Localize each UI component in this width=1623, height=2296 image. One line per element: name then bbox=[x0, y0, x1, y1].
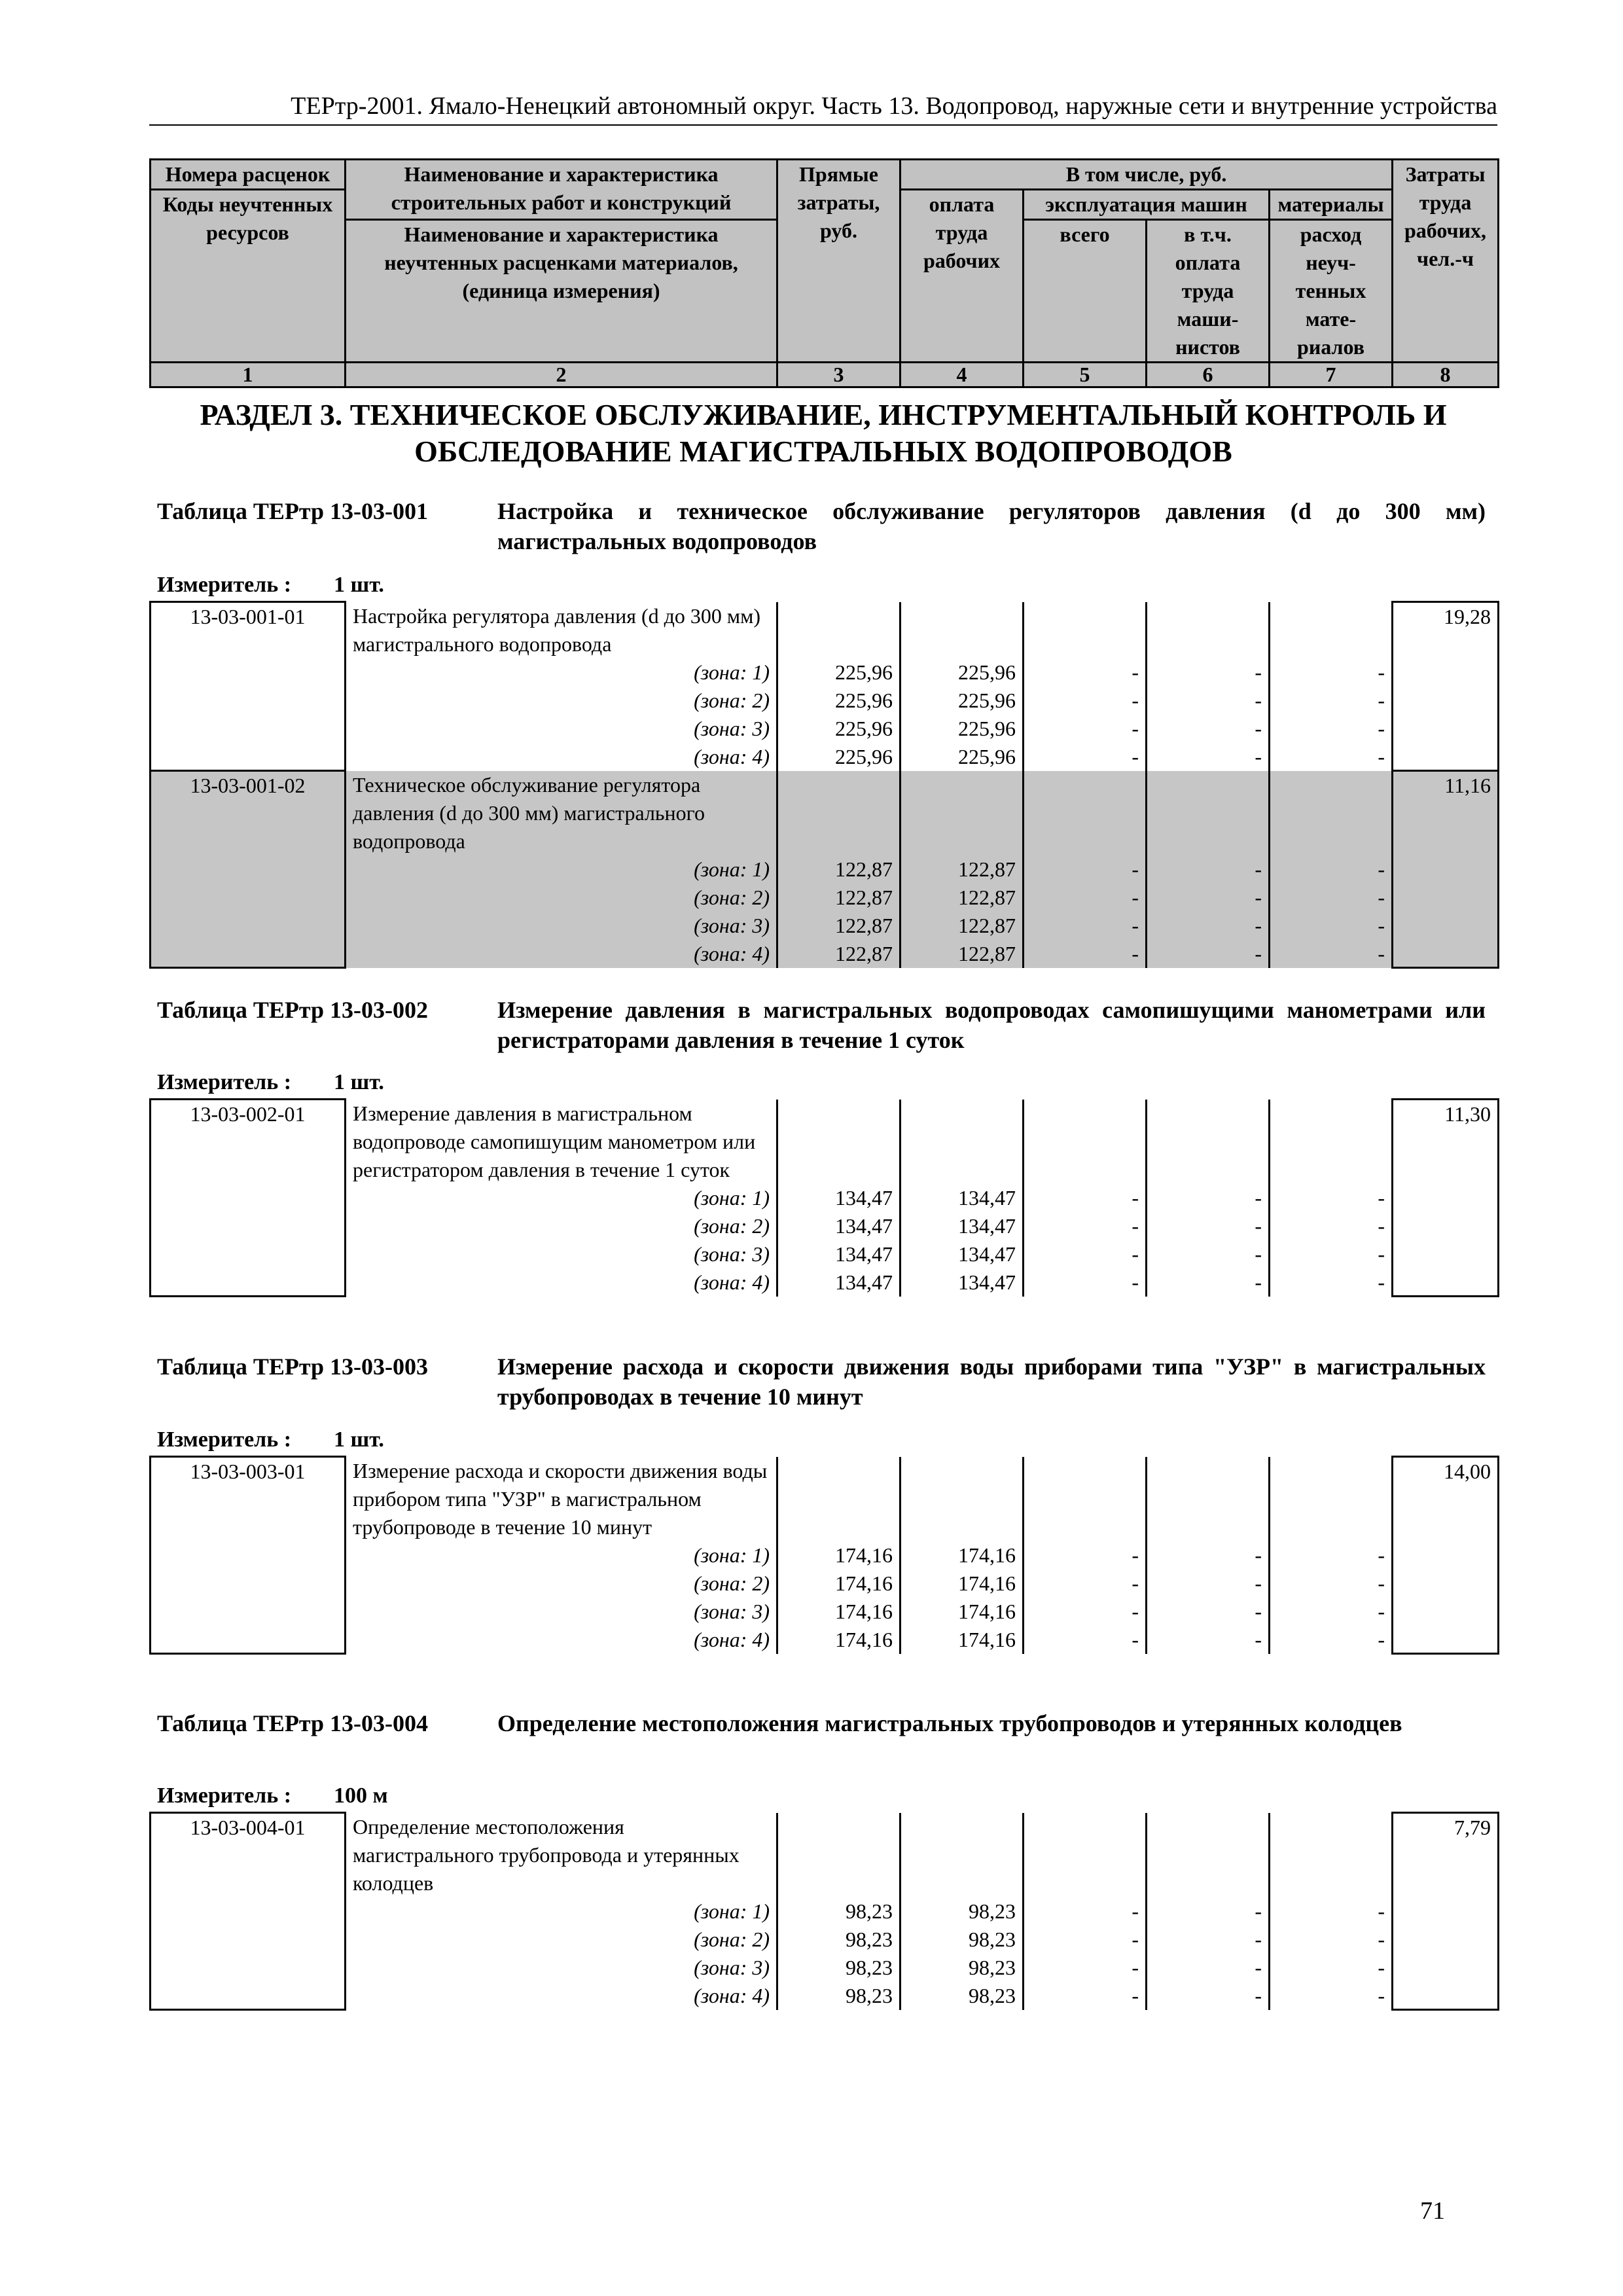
wages-cost: 134,47 bbox=[901, 1268, 1024, 1297]
machinist-wages: - bbox=[1147, 912, 1270, 940]
zone-label: (зона: 4) bbox=[346, 1626, 777, 1654]
labor-hours: 11,30 bbox=[1393, 1100, 1499, 1297]
header-material-name: Наименование и характеристика неучтенных расценками материалов, (единица измерения) bbox=[346, 220, 777, 363]
zone-label: (зона: 3) bbox=[346, 715, 777, 743]
materials: - bbox=[1270, 1240, 1393, 1268]
direct-cost: 134,47 bbox=[777, 1184, 901, 1212]
zone-label: (зона: 3) bbox=[346, 912, 777, 940]
rates-table bbox=[149, 601, 1499, 969]
column-number: 6 bbox=[1147, 363, 1270, 387]
direct-cost: 225,96 bbox=[777, 687, 901, 715]
materials: - bbox=[1270, 1982, 1393, 2010]
measure-line bbox=[157, 1783, 388, 1809]
work-name: Определение местоположения магистрального трубопровода и утерянных колодцев bbox=[346, 1813, 777, 1897]
wages-cost: 225,96 bbox=[901, 658, 1024, 687]
column-header-table bbox=[149, 158, 1499, 388]
direct-cost: 122,87 bbox=[777, 912, 901, 940]
machinist-wages: - bbox=[1147, 1954, 1270, 1982]
wages-cost: 174,16 bbox=[901, 1541, 1024, 1570]
direct-cost: 225,96 bbox=[777, 743, 901, 771]
machines-total: - bbox=[1024, 884, 1147, 912]
column-number: 5 bbox=[1024, 363, 1147, 387]
table-caption bbox=[157, 496, 1486, 556]
section-title: РАЗДЕЛ 3. ТЕХНИЧЕСКОЕ ОБСЛУЖИВАНИЕ, ИНСТРУМЕНТАЛЬНЫЙ КОНТРОЛЬ И ОБСЛЕДОВАНИЕ МАГИСТРАЛЬНЫХ ВОДОПРОВОДОВ bbox=[200, 398, 1447, 468]
rate-entry bbox=[151, 771, 1499, 968]
wages-cost: 134,47 bbox=[901, 1240, 1024, 1268]
zone-label: (зона: 1) bbox=[346, 658, 777, 687]
header-wages: оплата труда рабочих bbox=[901, 190, 1024, 363]
wages-cost: 98,23 bbox=[901, 1982, 1024, 2010]
measure-value: 1 шт. bbox=[334, 573, 384, 597]
machines-total: - bbox=[1024, 940, 1147, 968]
machinist-wages: - bbox=[1147, 1212, 1270, 1240]
table-title: Измерение расхода и скорости движения воды приборами типа "УЗР" в магистральных трубопроводах в течение 10 минут bbox=[497, 1354, 1486, 1410]
wages-cost: 98,23 bbox=[901, 1954, 1024, 1982]
rate-entry bbox=[151, 602, 1499, 771]
header-rate-numbers: Номера расценок bbox=[151, 160, 346, 190]
table-label: Таблица ТЕРтр 13-03-003 bbox=[157, 1354, 429, 1380]
measure-label: Измеритель : bbox=[157, 1070, 292, 1094]
header-machinist-wages: в т.ч. оплата труда маши-нистов bbox=[1147, 220, 1270, 363]
page-number: 71 bbox=[1420, 2197, 1445, 2225]
zone-label: (зона: 2) bbox=[346, 1926, 777, 1954]
zone-label: (зона: 1) bbox=[346, 1541, 777, 1570]
column-number: 1 bbox=[151, 363, 346, 387]
wages-cost: 98,23 bbox=[901, 1926, 1024, 1954]
materials: - bbox=[1270, 687, 1393, 715]
materials: - bbox=[1270, 658, 1393, 687]
work-name: Измерение расхода и скорости движения воды прибором типа "УЗР" в магистральном трубопроводе в течение 10 минут bbox=[346, 1457, 777, 1541]
rate-code: 13-03-003-01 bbox=[151, 1457, 346, 1654]
work-name: Техническое обслуживание регулятора давления (d до 300 мм) магистрального водопровода bbox=[346, 771, 777, 855]
machines-total: - bbox=[1024, 1982, 1147, 2010]
measure-line bbox=[157, 572, 384, 598]
machines-total: - bbox=[1024, 1184, 1147, 1212]
wages-cost: 174,16 bbox=[901, 1570, 1024, 1598]
machines-total: - bbox=[1024, 855, 1147, 884]
measure-line bbox=[157, 1427, 384, 1453]
machines-total: - bbox=[1024, 912, 1147, 940]
direct-cost: 174,16 bbox=[777, 1570, 901, 1598]
wages-cost: 174,16 bbox=[901, 1626, 1024, 1654]
labor-hours: 11,16 bbox=[1393, 771, 1499, 968]
wages-cost: 134,47 bbox=[901, 1212, 1024, 1240]
materials: - bbox=[1270, 715, 1393, 743]
machinist-wages: - bbox=[1147, 1570, 1270, 1598]
direct-cost: 98,23 bbox=[777, 1897, 901, 1926]
header-labor-costs: Затраты труда рабочих, чел.-ч bbox=[1393, 160, 1499, 363]
direct-cost: 134,47 bbox=[777, 1268, 901, 1297]
zone-label: (зона: 1) bbox=[346, 1184, 777, 1212]
rates-table bbox=[149, 1812, 1499, 2011]
zone-label: (зона: 4) bbox=[346, 1268, 777, 1297]
zone-label: (зона: 3) bbox=[346, 1598, 777, 1626]
machinist-wages: - bbox=[1147, 1926, 1270, 1954]
measure-value: 100 м bbox=[334, 1784, 388, 1808]
machines-total: - bbox=[1024, 1268, 1147, 1297]
direct-cost: 225,96 bbox=[777, 658, 901, 687]
materials: - bbox=[1270, 1570, 1393, 1598]
zone-label: (зона: 4) bbox=[346, 940, 777, 968]
direct-cost: 134,47 bbox=[777, 1240, 901, 1268]
machines-total: - bbox=[1024, 1570, 1147, 1598]
wages-cost: 225,96 bbox=[901, 743, 1024, 771]
machinist-wages: - bbox=[1147, 715, 1270, 743]
column-number: 2 bbox=[346, 363, 777, 387]
machinist-wages: - bbox=[1147, 1897, 1270, 1926]
wages-cost: 122,87 bbox=[901, 884, 1024, 912]
rate-entry bbox=[151, 1813, 1499, 2010]
rate-code: 13-03-001-02 bbox=[151, 771, 346, 968]
rate-code: 13-03-001-01 bbox=[151, 602, 346, 771]
direct-cost: 122,87 bbox=[777, 940, 901, 968]
zone-label: (зона: 3) bbox=[346, 1240, 777, 1268]
header-machines: эксплуатация машин bbox=[1024, 190, 1270, 220]
zone-label: (зона: 2) bbox=[346, 884, 777, 912]
machinist-wages: - bbox=[1147, 1184, 1270, 1212]
direct-cost: 122,87 bbox=[777, 884, 901, 912]
materials: - bbox=[1270, 940, 1393, 968]
work-name: Настройка регулятора давления (d до 300 мм) магистрального водопровода bbox=[346, 602, 777, 658]
running-title: ТЕРтр-2001. Ямало-Ненецкий автономный округ. Часть 13. Водопровод, наружные сети и внутренние устройства bbox=[149, 92, 1497, 126]
materials: - bbox=[1270, 1268, 1393, 1297]
wages-cost: 98,23 bbox=[901, 1897, 1024, 1926]
zone-label: (зона: 1) bbox=[346, 855, 777, 884]
measure-label: Измеритель : bbox=[157, 573, 292, 597]
measure-label: Измеритель : bbox=[157, 1784, 292, 1808]
wages-cost: 122,87 bbox=[901, 940, 1024, 968]
materials: - bbox=[1270, 1897, 1393, 1926]
machinist-wages: - bbox=[1147, 1598, 1270, 1626]
direct-cost: 122,87 bbox=[777, 855, 901, 884]
machines-total: - bbox=[1024, 1212, 1147, 1240]
materials: - bbox=[1270, 1954, 1393, 1982]
header-including: В том числе, руб. bbox=[901, 160, 1393, 190]
machines-total: - bbox=[1024, 1626, 1147, 1654]
direct-cost: 98,23 bbox=[777, 1954, 901, 1982]
materials: - bbox=[1270, 743, 1393, 771]
labor-hours: 14,00 bbox=[1393, 1457, 1499, 1654]
table-caption bbox=[157, 995, 1486, 1055]
materials: - bbox=[1270, 1541, 1393, 1570]
header-work-name: Наименование и характеристика строительных работ и конструкций bbox=[346, 160, 777, 220]
header-resource-codes: Коды неучтенных ресурсов bbox=[151, 190, 346, 363]
zone-label: (зона: 4) bbox=[346, 1982, 777, 2010]
direct-cost: 225,96 bbox=[777, 715, 901, 743]
measure-label: Измеритель : bbox=[157, 1427, 292, 1452]
zone-label: (зона: 2) bbox=[346, 687, 777, 715]
direct-cost: 134,47 bbox=[777, 1212, 901, 1240]
materials: - bbox=[1270, 1626, 1393, 1654]
rate-code: 13-03-004-01 bbox=[151, 1813, 346, 2010]
wages-cost: 174,16 bbox=[901, 1598, 1024, 1626]
measure-value: 1 шт. bbox=[334, 1070, 384, 1094]
machines-total: - bbox=[1024, 743, 1147, 771]
column-number: 4 bbox=[901, 363, 1024, 387]
header-direct-costs: Прямые затраты, руб. bbox=[777, 160, 901, 363]
header-material-consumption: расход неуч-тенных мате-риалов bbox=[1270, 220, 1393, 363]
work-name: Измерение давления в магистральном водопроводе самопишущим манометром или регистратором давления в течение 1 суток bbox=[346, 1100, 777, 1184]
machinist-wages: - bbox=[1147, 658, 1270, 687]
machinist-wages: - bbox=[1147, 687, 1270, 715]
machines-total: - bbox=[1024, 1926, 1147, 1954]
table-title: Измерение давления в магистральных водопроводах самопишущими манометрами или регистраторами давления в течение 1 суток bbox=[497, 997, 1486, 1053]
table-caption bbox=[157, 1352, 1486, 1412]
machines-total: - bbox=[1024, 658, 1147, 687]
machines-total: - bbox=[1024, 687, 1147, 715]
rates-table bbox=[149, 1456, 1499, 1655]
column-number: 7 bbox=[1270, 363, 1393, 387]
materials: - bbox=[1270, 1598, 1393, 1626]
materials: - bbox=[1270, 884, 1393, 912]
rate-entry bbox=[151, 1457, 1499, 1654]
materials: - bbox=[1270, 1926, 1393, 1954]
header-machines-total: всего bbox=[1024, 220, 1147, 363]
column-number: 3 bbox=[777, 363, 901, 387]
machines-total: - bbox=[1024, 1954, 1147, 1982]
table-label: Таблица ТЕРтр 13-03-004 bbox=[157, 1710, 429, 1736]
zone-label: (зона: 2) bbox=[346, 1212, 777, 1240]
machines-total: - bbox=[1024, 715, 1147, 743]
machines-total: - bbox=[1024, 1541, 1147, 1570]
wages-cost: 122,87 bbox=[901, 912, 1024, 940]
machinist-wages: - bbox=[1147, 855, 1270, 884]
table-title: Определение местоположения магистральных трубопроводов и утерянных колодцев bbox=[497, 1710, 1402, 1736]
direct-cost: 174,16 bbox=[777, 1541, 901, 1570]
materials: - bbox=[1270, 1212, 1393, 1240]
column-number: 8 bbox=[1393, 363, 1499, 387]
zone-label: (зона: 3) bbox=[346, 1954, 777, 1982]
table-caption bbox=[157, 1708, 1486, 1738]
machinist-wages: - bbox=[1147, 1541, 1270, 1570]
measure-value: 1 шт. bbox=[334, 1427, 384, 1452]
materials: - bbox=[1270, 855, 1393, 884]
direct-cost: 98,23 bbox=[777, 1926, 901, 1954]
machinist-wages: - bbox=[1147, 1982, 1270, 2010]
table-title: Настройка и техническое обслуживание регуляторов давления (d до 300 мм) магистральных водопроводов bbox=[497, 498, 1486, 554]
materials: - bbox=[1270, 1184, 1393, 1212]
machinist-wages: - bbox=[1147, 1240, 1270, 1268]
materials: - bbox=[1270, 912, 1393, 940]
header-materials: материалы bbox=[1270, 190, 1393, 220]
zone-label: (зона: 4) bbox=[346, 743, 777, 771]
wages-cost: 225,96 bbox=[901, 687, 1024, 715]
rate-entry bbox=[151, 1100, 1499, 1297]
wages-cost: 134,47 bbox=[901, 1184, 1024, 1212]
direct-cost: 98,23 bbox=[777, 1982, 901, 2010]
machinist-wages: - bbox=[1147, 1626, 1270, 1654]
machinist-wages: - bbox=[1147, 743, 1270, 771]
measure-line bbox=[157, 1069, 384, 1096]
machinist-wages: - bbox=[1147, 940, 1270, 968]
machines-total: - bbox=[1024, 1897, 1147, 1926]
machines-total: - bbox=[1024, 1598, 1147, 1626]
machinist-wages: - bbox=[1147, 1268, 1270, 1297]
wages-cost: 225,96 bbox=[901, 715, 1024, 743]
rate-code: 13-03-002-01 bbox=[151, 1100, 346, 1297]
wages-cost: 122,87 bbox=[901, 855, 1024, 884]
zone-label: (зона: 1) bbox=[346, 1897, 777, 1926]
direct-cost: 174,16 bbox=[777, 1598, 901, 1626]
machines-total: - bbox=[1024, 1240, 1147, 1268]
machinist-wages: - bbox=[1147, 884, 1270, 912]
labor-hours: 7,79 bbox=[1393, 1813, 1499, 2010]
rates-table bbox=[149, 1098, 1499, 1297]
table-label: Таблица ТЕРтр 13-03-002 bbox=[157, 997, 429, 1023]
labor-hours: 19,28 bbox=[1393, 602, 1499, 771]
direct-cost: 174,16 bbox=[777, 1626, 901, 1654]
zone-label: (зона: 2) bbox=[346, 1570, 777, 1598]
table-label: Таблица ТЕРтр 13-03-001 bbox=[157, 498, 429, 524]
